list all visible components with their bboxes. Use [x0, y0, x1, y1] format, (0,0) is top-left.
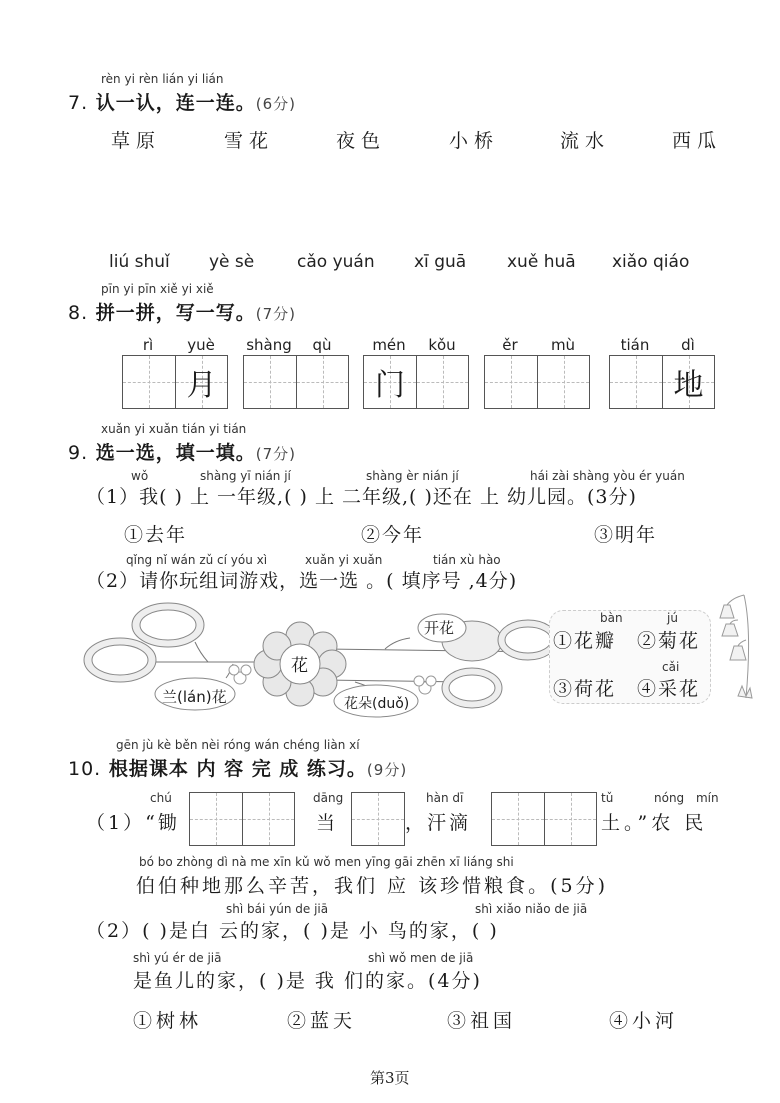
q10-2-option-2[interactable]: ②蓝天: [287, 1010, 357, 1032]
q8-writing-box-4[interactable]: [484, 355, 590, 409]
writing-cell[interactable]: [610, 356, 662, 408]
writing-cell[interactable]: [352, 793, 404, 845]
q10-1-pinyin-handi: hàn dī: [426, 791, 464, 805]
q7-pinyin-option-6[interactable]: xiǎo qiáo: [612, 252, 690, 272]
q9-pinyin: xuǎn yi xuǎn tián yi tián: [101, 422, 247, 436]
writing-cell[interactable]: [485, 356, 537, 408]
q8-box1-pinyin-1: rì: [142, 336, 154, 354]
q9-score: (7分): [255, 445, 297, 463]
q8-number: 8.: [68, 302, 89, 324]
bellflower-icon: [712, 590, 762, 705]
q9-title: 选一选，填一填。: [95, 442, 256, 464]
q10-1-handi: ，汗滴: [405, 812, 472, 834]
word-web-blank-1[interactable]: [92, 648, 148, 678]
writing-cell[interactable]: [492, 793, 544, 845]
writing-cell[interactable]: [544, 793, 596, 845]
q7-number: 7.: [68, 92, 89, 114]
q10-number: 10.: [68, 758, 102, 780]
q8-heading: [68, 298, 296, 325]
q9-number: 9.: [68, 442, 89, 464]
q10-2-option-4[interactable]: ④小河: [609, 1010, 679, 1032]
q10-1-writing-box-1[interactable]: [189, 792, 295, 846]
q8-box5-pinyin-1: tián: [620, 336, 650, 354]
q9-1-option-2[interactable]: ②今年: [361, 524, 425, 546]
q9-2-option-4-pinyin: cǎi: [662, 660, 680, 674]
q9-1-pinyin-4: hái zài shàng yòu ér yuán: [530, 469, 685, 483]
word-web-blank-2[interactable]: [140, 613, 196, 643]
writing-cell[interactable]: [123, 356, 175, 408]
q10-1-line2: 伯伯种地那么辛苦，我们 应 该珍惜粮食。(5分): [136, 875, 608, 897]
q7-word-6[interactable]: 西瓜: [672, 130, 723, 152]
q7-pinyin-option-2[interactable]: yè sè: [209, 252, 255, 272]
q9-2-pinyin-2: xuǎn yi xuǎn: [305, 553, 383, 567]
word-web-blank-4[interactable]: [444, 675, 490, 701]
writing-cell[interactable]: [244, 356, 296, 408]
q9-2-option-2[interactable]: ②菊花: [637, 630, 701, 652]
writing-cell[interactable]: [537, 356, 589, 408]
q8-writing-box-1[interactable]: [122, 355, 228, 409]
writing-cell[interactable]: 门: [364, 356, 416, 408]
word-web-blank-3[interactable]: [500, 627, 546, 653]
q9-2-option-3[interactable]: ③荷花: [553, 678, 617, 700]
q8-box1-pinyin-2: yuè: [187, 336, 215, 354]
q7-pinyin-option-4[interactable]: xī guā: [414, 252, 467, 272]
q8-writing-box-3[interactable]: [363, 355, 469, 409]
q8-score: (7分): [255, 305, 297, 323]
q10-1-pinyin-dang: dāng: [313, 791, 344, 805]
q7-heading: [68, 88, 296, 115]
q10-2-line2-pinyin-b: shì wǒ men de jiā: [368, 951, 474, 965]
q10-1-tu: 土。”农 民: [601, 812, 708, 834]
q9-2-option-1[interactable]: ①花瓣: [553, 630, 617, 652]
q9-heading: [68, 438, 296, 465]
q7-title: 认一认，连一连。: [95, 92, 256, 114]
q10-2-option-3[interactable]: ③祖国: [447, 1010, 517, 1032]
q8-writing-box-2[interactable]: [243, 355, 349, 409]
q10-2-line2-pinyin-a: shì yú ér de jiā: [133, 951, 222, 965]
q9-1-option-1[interactable]: ①去年: [124, 524, 188, 546]
q8-writing-box-5[interactable]: [609, 355, 715, 409]
q8-box2-pinyin-2: qù: [312, 336, 332, 354]
q10-1-pinyin-chu: chú: [150, 791, 172, 805]
q10-1-line2-pinyin: bó bo zhòng dì nà me xīn kǔ wǒ men yīng gāi zhēn xī liáng shi: [139, 855, 514, 869]
q9-1-option-3[interactable]: ③明年: [594, 524, 658, 546]
q10-score: (9分): [366, 761, 408, 779]
q10-1-pinyin-tu: tǔ: [601, 791, 614, 805]
page-number: 第3页: [370, 1069, 410, 1087]
q7-pinyin-option-3[interactable]: cǎo yuán: [297, 252, 375, 272]
q9-2-pinyin-3: tián xù hào: [433, 553, 501, 567]
writing-cell[interactable]: [190, 793, 242, 845]
q7-word-5[interactable]: 流水: [560, 130, 611, 152]
writing-cell[interactable]: [296, 356, 348, 408]
q7-word-4[interactable]: 小桥: [449, 130, 500, 152]
q8-title: 拼一拼，写一写。: [95, 302, 256, 324]
word-web-given-word-1: 开花: [424, 619, 455, 637]
q7-word-2[interactable]: 雪花: [224, 130, 275, 152]
q9-2-pinyin-1: qǐng nǐ wán zǔ cí yóu xì: [126, 553, 268, 567]
q9-2-option-2-pinyin: jú: [667, 611, 678, 625]
q8-box4-pinyin-1: ěr: [502, 336, 518, 354]
writing-cell[interactable]: 地: [662, 356, 714, 408]
q9-1-sentence: （1）我( ) 上 一年级,( ) 上 二年级,( )还在 上 幼儿园。(3分): [86, 486, 637, 508]
q10-heading: [68, 754, 407, 781]
q8-box3-pinyin-2: kǒu: [428, 336, 456, 354]
q9-1-pinyin-3: shàng èr nián jí: [366, 469, 459, 483]
q7-word-1[interactable]: 草原: [111, 130, 162, 152]
writing-cell[interactable]: [242, 793, 294, 845]
q9-1-pinyin-2: shàng yī nián jí: [200, 469, 291, 483]
q10-1-writing-box-3[interactable]: [491, 792, 597, 846]
q10-2-line2: 是鱼儿的家，( )是 我 们的家。(4分): [133, 970, 482, 992]
q8-box3-pinyin-1: mén: [372, 336, 406, 354]
q8-box4-pinyin-2: mù: [550, 336, 576, 354]
q9-2-option-1-pinyin: bàn: [600, 611, 623, 625]
writing-cell[interactable]: 月: [175, 356, 227, 408]
q8-box5-pinyin-2: dì: [681, 336, 695, 354]
q7-pinyin: rèn yi rèn lián yi lián: [101, 72, 224, 86]
q10-2-pinyin-b: shì xiǎo niǎo de jiā: [475, 902, 588, 916]
q10-title: 根据课本 内 容 完 成 练习。: [108, 758, 367, 780]
q10-1-pinyin-nongmin: nóng mín: [654, 791, 719, 805]
q10-pinyin: gēn jù kè běn nèi róng wán chéng liàn xí: [116, 738, 360, 752]
writing-cell[interactable]: [416, 356, 468, 408]
q7-pinyin-option-5[interactable]: xuě huā: [507, 252, 576, 272]
q10-2-option-1[interactable]: ①树林: [133, 1010, 203, 1032]
q10-1-dang: 当: [316, 812, 339, 834]
q10-2-line1: （2）( )是白 云的家，( )是 小 鸟的家，( ): [86, 920, 499, 942]
q7-score: (6分): [255, 95, 297, 113]
q10-1-writing-box-2[interactable]: [351, 792, 405, 846]
q9-2-option-4[interactable]: ④采花: [637, 678, 701, 700]
q8-box2-pinyin-1: shàng: [246, 336, 292, 354]
q10-1-prefix: （1）“锄: [86, 812, 180, 834]
q8-pinyin: pīn yi pīn xiě yi xiě: [101, 282, 214, 296]
q7-pinyin-option-1[interactable]: liú shuǐ: [109, 252, 170, 272]
word-web-given-word-2: 兰(lán)花: [162, 688, 227, 706]
word-web-given-word-3: 花朵(duǒ): [344, 696, 410, 712]
word-web-center: 花: [291, 656, 308, 676]
q10-2-pinyin-a: shì bái yún de jiā: [226, 902, 329, 916]
q7-word-3[interactable]: 夜色: [336, 130, 387, 152]
q9-2-instruction: （2）请你玩组词游戏，选一选 。( 填序号 ,4分): [86, 570, 518, 592]
q9-1-pinyin-1: wǒ: [131, 469, 149, 483]
